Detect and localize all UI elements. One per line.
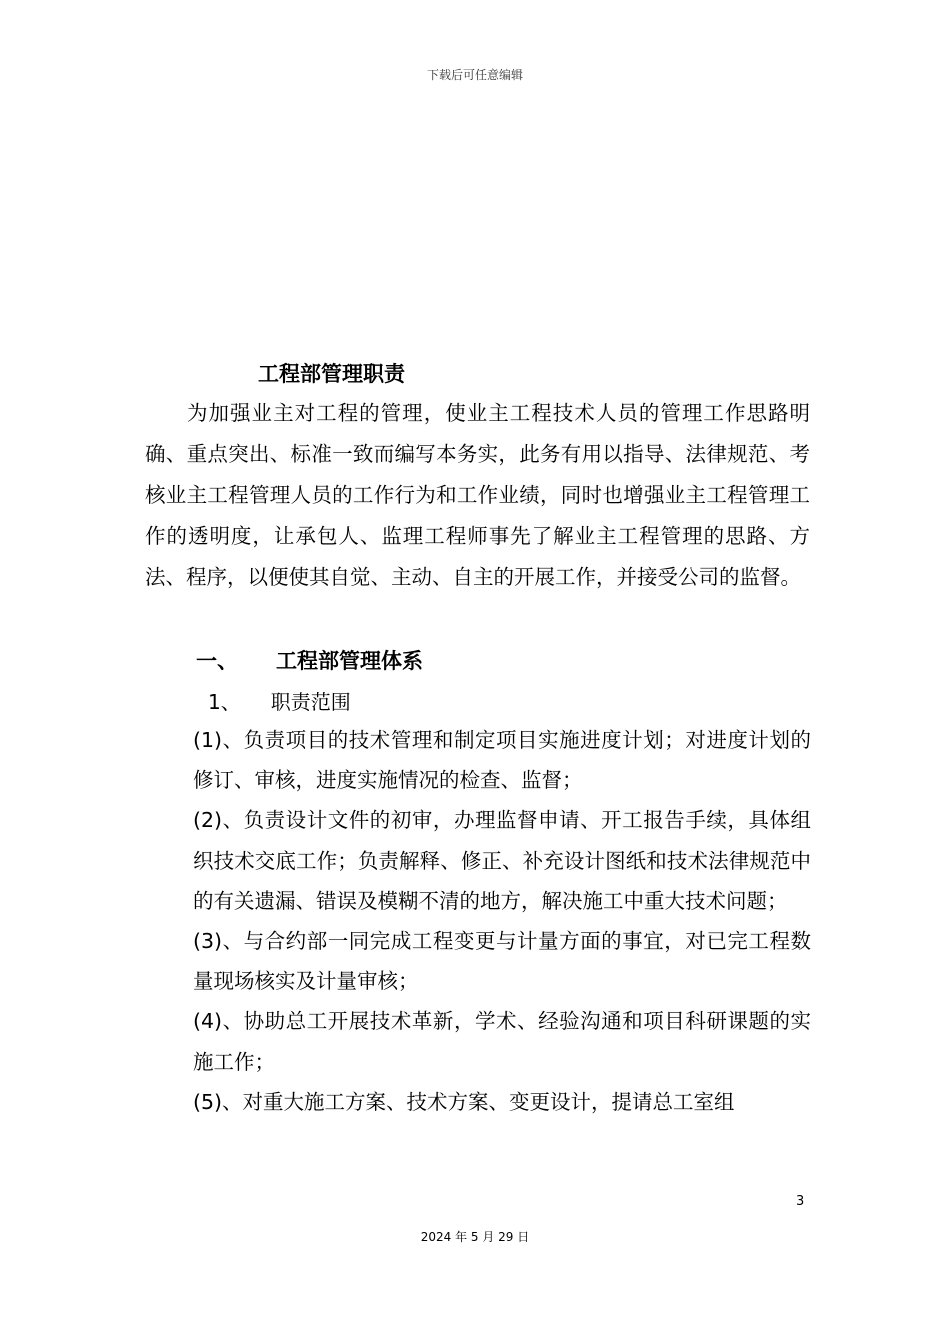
list-item: (1)、负责项目的技术管理和制定项目实施进度计划；对进度计划的修订、审核，进度实施情况的检查、监督；	[193, 728, 811, 793]
responsibility-list	[193, 720, 811, 1122]
list-item: (2)、负责设计文件的初审，办理监督申请、开工报告手续，具体组织技术交底工作；负责解释、修正、补充设计图纸和技术法律规范中的有关遗漏、错误及模糊不清的地方，解决施工中重大技术问题；	[193, 808, 811, 913]
section-title: 工程部管理体系	[276, 649, 423, 673]
subsection-title: 职责范围	[270, 690, 351, 714]
section-number: 一、	[196, 649, 238, 673]
header-note: 下载后可任意编辑	[426, 68, 523, 82]
list-item: (3)、与合约部一同完成工程变更与计量方面的事宜，对已完工程数量现场核实及计量审核；	[193, 929, 811, 994]
intro-paragraph: 为加强业主对工程的管理，使业主工程技术人员的管理工作思路明确、重点突出、标准一致而编写本务实，此务有用以指导、法律规范、考核业主工程管理人员的工作行为和工作业绩，同时也增强业主工程管理工作的透明度，让承包人、监理工程师事先了解业主工程管理的思路、方法、程序，以便使其自觉、主动、自主的开展工作，并接受公司的监督。	[145, 401, 810, 589]
footer-date: 2024 年 5 月 29 日	[420, 1230, 530, 1244]
list-item: (5)、对重大施工方案、技术方案、变更设计，提请总工室组	[193, 1089, 735, 1114]
page-number: 3	[796, 1194, 805, 1209]
subsection-heading	[208, 684, 351, 720]
section-heading	[196, 643, 423, 679]
list-item: (4)、协助总工开展技术革新，学术、经验沟通和项目科研课题的实施工作；	[193, 1009, 811, 1074]
document-title: 工程部管理职责	[258, 362, 405, 386]
subsection-number: 1、	[208, 690, 241, 714]
